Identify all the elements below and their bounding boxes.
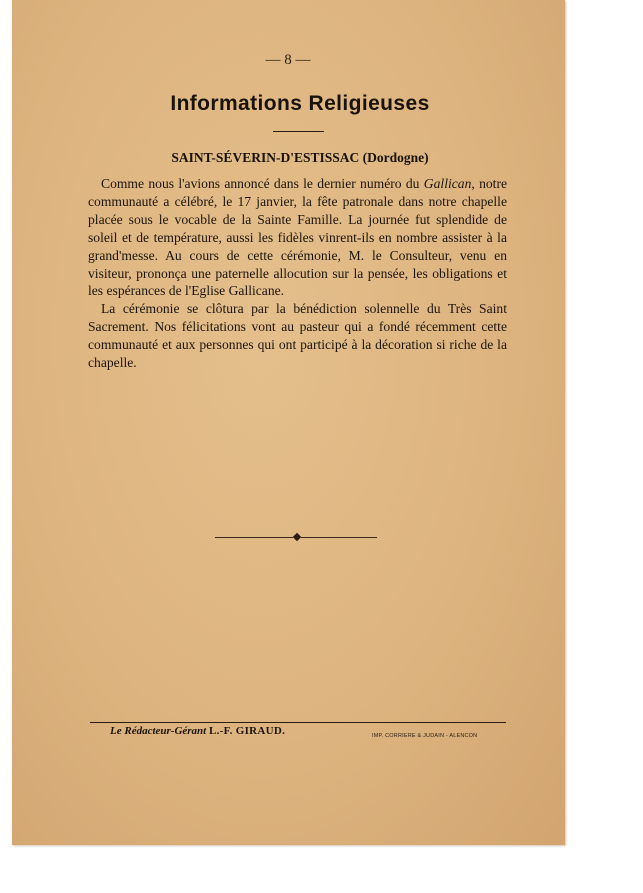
- journal-name: Gallican: [423, 176, 472, 191]
- footer-rule: [90, 722, 506, 723]
- editor-name: L.-F. GIRAUD.: [208, 725, 286, 737]
- footer-printer: IMP. CORRIERE & JUDAIN - ALENCON: [372, 733, 478, 739]
- article-heading: SAINT-SÉVERIN-D'ESTISSAC (Dordogne): [171, 150, 429, 165]
- paper-sheet: [12, 0, 565, 845]
- paragraph-1-start: Comme nous l'avions annoncé dans le dernier numéro du: [101, 176, 424, 191]
- ornament-line-left: [215, 537, 293, 538]
- paragraph-1: [88, 175, 507, 300]
- footer-editor: [110, 725, 285, 737]
- paragraph-1-rest: , notre communauté a célébré, le 17 janvier, la fête patronale dans notre chapelle placée sous le vocable de la Sainte Famille. La journée fut splendide de soleil et de température, aussi les fidèles vinrent-ils en nombre assister à la grand'messe. Au cours de cette cérémonie, M. le Consulteur, venu en visiteur, prononça une paternelle allocution sur la pensée, les obligations et les espérances de l'Eglise Gallicane.: [88, 176, 508, 299]
- editor-label: Le Rédacteur-Gérant: [110, 725, 207, 737]
- ornament-line-right: [301, 537, 377, 538]
- article-body: [88, 175, 507, 372]
- paragraph-2: La cérémonie se clôtura par la bénédiction solennelle du Très Saint Sacrement. Nos félicitations vont au pasteur qui a fondé récemment cette communauté et aux personnes qui ont participé à la décoration si riche de la chapelle.: [88, 301, 507, 371]
- section-title: Informations Religieuses: [170, 92, 430, 115]
- title-underline: [273, 131, 324, 132]
- page-number: — 8 —: [265, 52, 311, 68]
